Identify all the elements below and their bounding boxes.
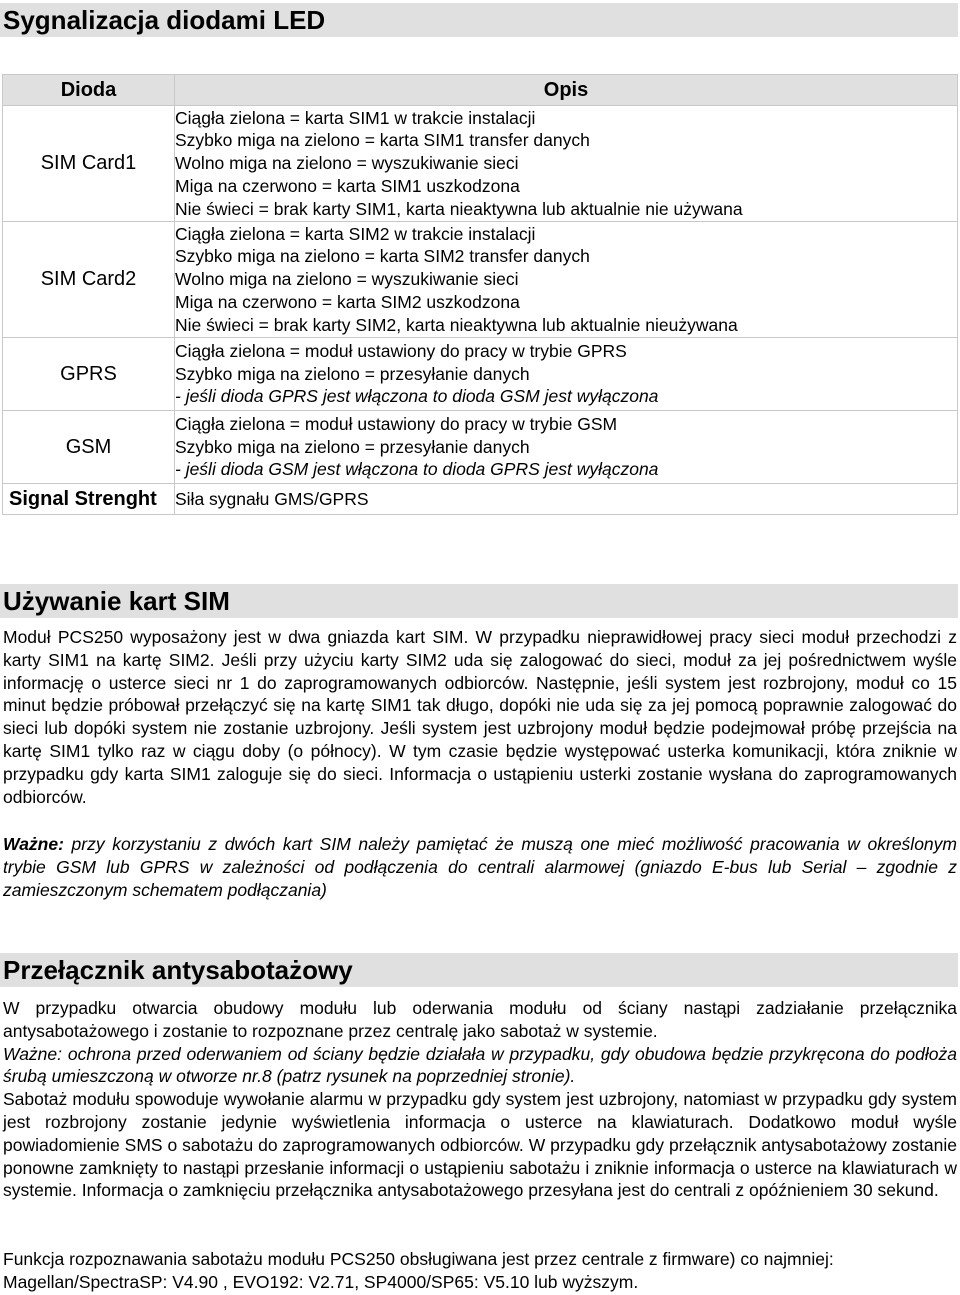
desc-line: Miga na czerwono = karta SIM2 uszkodzona xyxy=(175,291,520,312)
header-device: Dioda xyxy=(3,75,175,106)
header-description: Opis xyxy=(175,75,958,106)
tamper-paragraph-3: Sabotaż modułu spowoduje wywołanie alarmu w przypadku gdy system jest uzbrojony, natomiast w przypadku gdy system jest rozbrojony zostanie jedynie wyświetlenia informacja o usterce na klawiaturach. Dodatkowo moduł wyśle powiadomienie SMS o sabotażu do zaprogramowanych odbiorców. W przypadku gdy przełącznik antysabotażowy zostanie ponowne zamknięty to nastąpi przesłanie informacji o ustąpieniu sabotażu i zniknie informacja o usterce na klawiaturach w systemie. Informacja o zamknięciu przełącznika antysabotażowego przesyłana jest do centrali z opóźnieniem 30 sekund. xyxy=(3,1089,957,1201)
desc-line: - jeśli dioda GSM jest włączona to dioda GPRS jest wyłączona xyxy=(175,459,659,480)
row-device: GSM xyxy=(3,411,175,484)
desc-line: Ciągła zielona = moduł ustawiony do pracy w trybie GSM xyxy=(175,413,618,434)
tamper-paragraph-2: Ważne: ochrona przed oderwaniem od ściany będzie działała w przypadku, gdy obudowa będzie przykręcona do podłoża śrubą umieszczoną w otworze nr.8 (patrz rysunek na poprzedniej stronie). xyxy=(3,1043,957,1087)
desc-line: Szybko miga na zielono = karta SIM1 transfer danych xyxy=(175,130,590,151)
note-label: Ważne: xyxy=(3,834,64,854)
table-header-row xyxy=(3,75,958,106)
row-device: SIM Card2 xyxy=(3,222,175,338)
table-row xyxy=(3,222,958,338)
row-description xyxy=(175,484,958,515)
desc-line: Szybko miga na zielono = przesyłanie danych xyxy=(175,436,530,457)
sim-important-note xyxy=(3,833,957,901)
firmware-line-2: Magellan/SpectraSP: V4.90 , EVO192: V2.71, SP4000/SP65: V5.10 lub wyższym. xyxy=(3,1271,639,1292)
table-row xyxy=(3,484,958,515)
tamper-text xyxy=(3,997,957,1202)
row-description xyxy=(175,411,958,484)
section-title-sim: Używanie kart SIM xyxy=(0,584,958,618)
desc-line: Szybko miga na zielono = karta SIM2 transfer danych xyxy=(175,246,590,267)
desc-line: Wolno miga na zielono = wyszukiwanie sieci xyxy=(175,269,519,290)
table-row xyxy=(3,338,958,411)
table-row xyxy=(3,411,958,484)
row-description xyxy=(175,222,958,338)
note-text: przy korzystaniu z dwóch kart SIM należy pamiętać że muszą one mieć możliwość pracowania w określonym trybie GSM lub GPRS w zależności od podłączenia do centrali alarmowej (gniazdo E-bus lub Serial – zgodnie z zamieszczonym schematem podłączania) xyxy=(3,834,957,900)
desc-line: Miga na czerwono = karta SIM1 uszkodzona xyxy=(175,175,520,196)
tamper-paragraph-1: W przypadku otwarcia obudowy modułu lub oderwania modułu od ściany nastąpi zadziałanie przełącznika antysabotażowego i zostanie to rozpoznane przez centralę jako sabotaż w systemie. xyxy=(3,998,957,1041)
firmware-line-1: Funkcja rozpoznawania sabotażu modułu PCS250 obsługiwana jest przez centrale z firmware) co najmniej: xyxy=(3,1249,834,1269)
sim-usage-paragraph: Moduł PCS250 wyposażony jest w dwa gniazda kart SIM. W przypadku nieprawidłowej pracy sieci moduł przechodzi z karty SIM1 na kartę SIM2. Jeśli przy użyciu karty SIM2 uda się zalogować do sieci, moduł za jej pośrednictwem wyśle informację o usterce sieci nr 1 do zaprogramowanych odbiorców. Następnie, jeśli system jest rozbrojony, moduł co 15 minut będzie próbował przełączyć się na kartę SIM1 tak długo, dopóki nie uda się za jej pomocą poprawnie zalogować do sieci lub dopóki system nie zostanie uzbrojony. Jeśli system jest uzbrojony moduł będzie podejmował próbę przejścia na kartę SIM1 tylko raz w ciągu doby (o północy). W tym czasie będzie występować usterka komunikacji, która zniknie w przypadku gdy karta SIM1 zaloguje się do sieci. Informacja o ustąpieniu usterki zostanie wysłana do zaprogramowanych odbiorców. xyxy=(3,627,957,807)
row-device: GPRS xyxy=(3,338,175,411)
desc-line: Wolno miga na zielono = wyszukiwanie sieci xyxy=(175,153,519,174)
desc-line: Siła sygnału GMS/GPRS xyxy=(175,488,369,509)
row-device: Signal Strenght xyxy=(3,484,175,515)
desc-line: Szybko miga na zielono = przesyłanie danych xyxy=(175,363,530,384)
section-title-tamper: Przełącznik antysabotażowy xyxy=(0,953,958,987)
desc-line: Ciągła zielona = karta SIM2 w trakcie instalacji xyxy=(175,223,536,244)
section-title-led: Sygnalizacja diodami LED xyxy=(0,3,958,37)
table-row xyxy=(3,106,958,222)
desc-line: Nie świeci = brak karty SIM1, karta nieaktywna lub aktualnie nie używana xyxy=(175,198,743,219)
firmware-info xyxy=(3,1248,957,1294)
desc-line: Nie świeci = brak karty SIM2, karta nieaktywna lub aktualnie nieużywana xyxy=(175,314,738,335)
desc-line: Ciągła zielona = karta SIM1 w trakcie instalacji xyxy=(175,107,536,128)
led-table xyxy=(2,74,958,515)
row-device: SIM Card1 xyxy=(3,106,175,222)
desc-line: Ciągła zielona = moduł ustawiony do pracy w trybie GPRS xyxy=(175,340,627,361)
desc-line: - jeśli dioda GPRS jest włączona to dioda GSM jest wyłączona xyxy=(175,386,659,407)
row-description xyxy=(175,106,958,222)
row-description xyxy=(175,338,958,411)
